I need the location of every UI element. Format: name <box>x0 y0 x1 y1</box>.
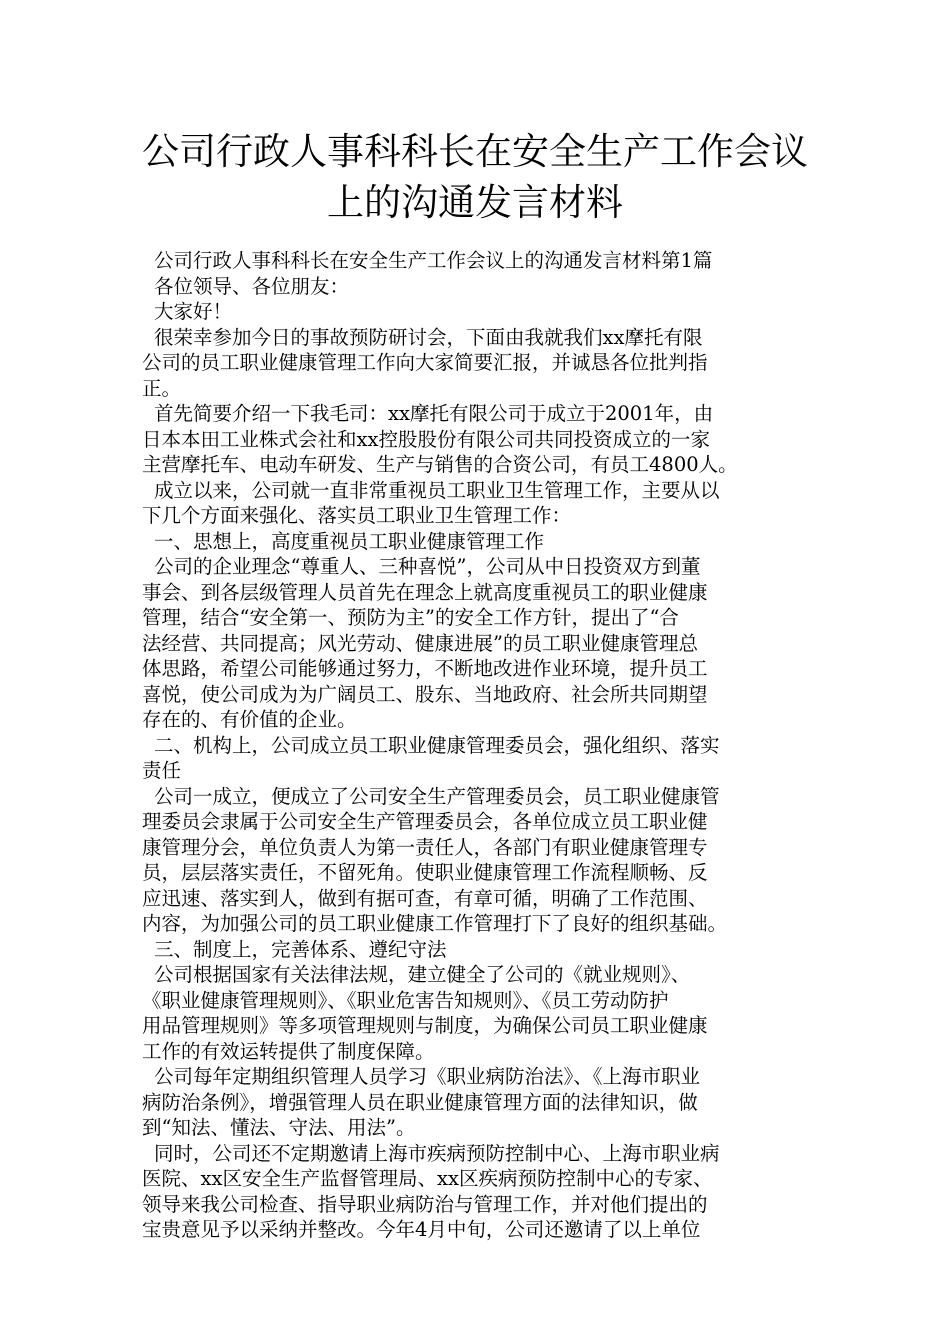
document-title-line-2: 上的沟通发言材料 <box>327 181 623 224</box>
body-text-line: 二、机构上，公司成立员工职业健康管理委员会，强化组织、落实 <box>154 733 720 757</box>
body-text-line: 责任 <box>142 759 182 782</box>
body-text-line: 事会、到各层级管理人员首先在理念上就高度重视员工的职业健康 <box>142 580 708 604</box>
body-text-line: 各位领导、各位朋友： <box>154 274 350 298</box>
document-body <box>142 248 814 1243</box>
body-text-line: 同时，公司还不定期邀请上海市疾病预防控制中心、上海市职业病 <box>154 1141 720 1165</box>
body-text-line: 《职业健康管理规则》、《职业危害告知规则》、《员工劳动防护 <box>142 988 669 1012</box>
body-text-line: 喜悦，使公司成为为广阔员工、股东、当地政府、社会所共同期望 <box>142 682 708 706</box>
body-text-line: 正。 <box>142 376 182 400</box>
body-text-line: 体思路，希望公司能够通过努力，不断地改进作业环境，提升员工 <box>142 657 708 680</box>
body-text-line: 日本本田工业株式会社和xx控股股份有限公司共同投资成立的一家 <box>142 427 710 451</box>
body-text-line: 下几个方面来强化、落实员工职业卫生管理工作： <box>142 504 572 527</box>
body-text-line: 公司的员工职业健康管理工作向大家简要汇报，并诚恳各位批判指 <box>142 351 708 374</box>
body-text-line: 员，层层落实责任，不留死角。使职业健康管理工作流程顺畅、反 <box>142 861 708 884</box>
body-text-line: 公司每年定期组织管理人员学习《职业病防治法》、《上海市职业 <box>154 1065 701 1088</box>
body-text-line: 首先简要介绍一下我毛司：xx摩托有限公司于成立于2001年，由 <box>154 402 714 425</box>
body-text-line: 康管理分会，单位负责人为第一责任人，各部门有职业健康管理专 <box>142 835 708 859</box>
body-text-line: 公司一成立，便成立了公司安全生产管理委员会，员工职业健康管 <box>154 784 720 808</box>
body-text-line: 公司行政人事科科长在安全生产工作会议上的沟通发言材料第1篇 <box>154 249 713 272</box>
body-text-line: 工作的有效运转提供了制度保障。 <box>142 1039 435 1063</box>
document-title-line-1: 公司行政人事科科长在安全生产工作会议 <box>142 130 808 173</box>
body-text-line: 大家好！ <box>154 300 233 323</box>
body-text-line: 内容，为加强公司的员工职业健康工作管理打下了良好的组织基础。 <box>142 912 728 935</box>
body-text-line: 一、思想上，高度重视员工职业健康管理工作 <box>154 529 545 553</box>
body-text-line: 主营摩托车、电动车研发、生产与销售的合资公司，有员工4800人。 <box>142 453 738 476</box>
body-text-line: 理委员会隶属于公司安全生产管理委员会，各单位成立员工职业健 <box>142 810 708 833</box>
body-text-line: 用品管理规则》等多项管理规则与制度，为确保公司员工职业健康 <box>142 1014 708 1037</box>
body-text-line: 公司根据国家有关法律法规，建立健全了公司的《就业规则》、 <box>154 963 691 986</box>
body-text-line: 宝贵意见予以采纳并整改。今年4月中旬，公司还邀请了以上单位 <box>142 1218 701 1241</box>
body-text-line: 领导来我公司检查、指导职业病防治与管理工作，并对他们提出的 <box>142 1192 708 1216</box>
body-text-line: 到“知法、懂法、守法、用法”。 <box>142 1116 416 1139</box>
body-text-line: 医院、xx区安全生产监督管理局、xx区疾病预防控制中心的专家、 <box>142 1167 713 1190</box>
body-text-line: 病防治条例》，增强管理人员在职业健康管理方面的法律知识，做 <box>142 1090 698 1114</box>
body-text-line: 很荣幸参加今日的事故预防研讨会，下面由我就我们xx摩托有限 <box>154 325 703 349</box>
body-text-line: 三、制度上，完善体系、遵纪守法 <box>154 937 447 961</box>
body-text-line: 成立以来，公司就一直非常重视员工职业卫生管理工作，主要从以 <box>154 478 720 502</box>
body-text-line: 存在的、有价值的企业。 <box>142 708 357 731</box>
body-text-line: 法经营、共同提高；风光劳动、健康进展”的员工职业健康管理总 <box>142 631 698 655</box>
body-text-line: 管理，结合“安全第一、预防为主”的安全工作方针，提出了“合 <box>142 606 679 629</box>
body-text-line: 应迅速、落实到人，做到有据可查，有章可循，明确了工作范围、 <box>142 886 708 910</box>
body-text-line: 公司的企业理念“尊重人、三种喜悦”，公司从中日投资双方到董 <box>154 555 701 578</box>
